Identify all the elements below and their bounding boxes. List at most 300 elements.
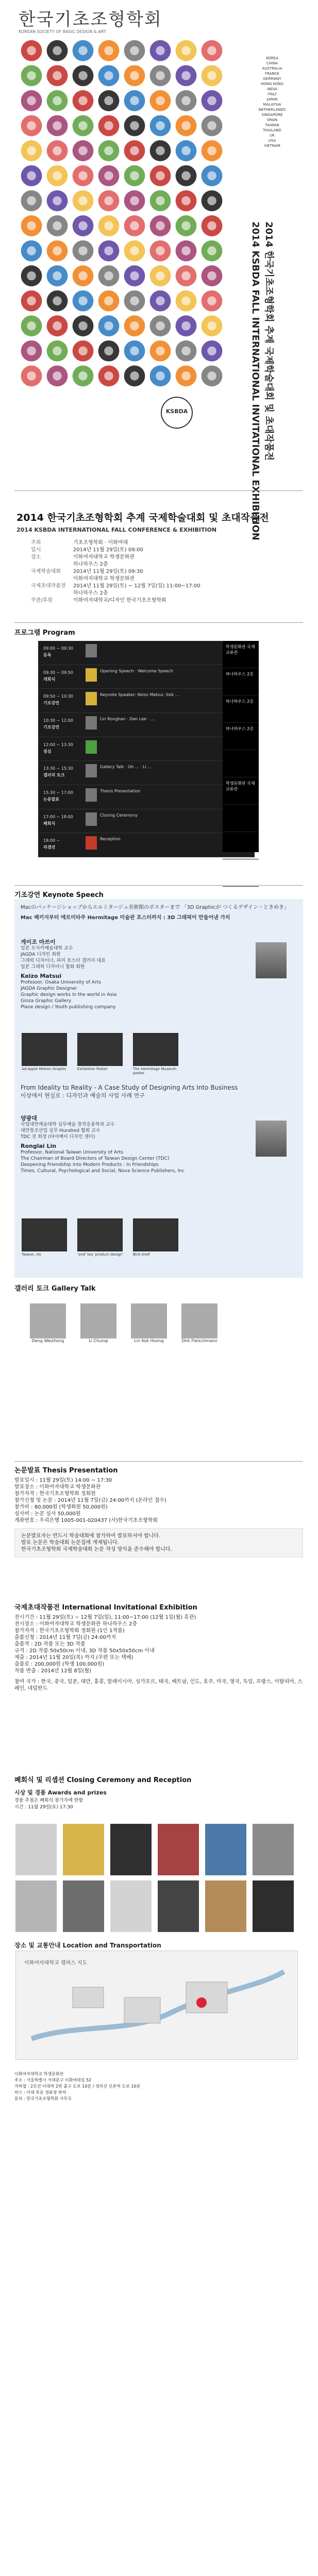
poster-dot-inner [78, 46, 87, 55]
poster-vertical-titles [240, 222, 297, 540]
poster-dot-inner [156, 246, 164, 255]
program-title: 기조강연 [43, 701, 59, 706]
info-value: 이화여자대학교 학생문화관 [73, 576, 135, 582]
speaker-1-works [22, 1033, 179, 1075]
poster-dot-inner [78, 121, 87, 130]
vertical-title-ko: 2014 한국기초조형학회 추계 국제학술대회 및 초대작품전 [263, 222, 274, 461]
poster-dot-inner [156, 222, 164, 230]
poster-pattern [19, 38, 225, 388]
poster-dot-inner [207, 321, 216, 330]
work-thumbnail [133, 1033, 178, 1066]
prize-image [205, 1824, 246, 1875]
program-desc: Thesis Presentation [100, 789, 141, 793]
work-caption: Bird shelf [133, 1252, 150, 1257]
logo-subtitle: KOREAN SOCIETY OF BASIC DESIGN & ART [19, 29, 106, 34]
poster-dot-inner [130, 296, 139, 305]
poster-dot-inner [53, 346, 61, 355]
poster-dot-inner [27, 96, 36, 105]
gallery-person-photo [30, 1303, 66, 1338]
title-en: 2014 KSBDA INTERNATIONAL FALL CONFERENCE & EXHIBITION [16, 527, 217, 533]
poster-header [19, 5, 301, 36]
thesis-notice-line: 한국기초조형학회 국제학술대회 논문 작성 양식을 준수해야 합니다. [21, 1547, 172, 1552]
program-row [38, 785, 255, 809]
poster-dot-inner [156, 171, 164, 180]
speaker-1-bio-line: JAGDA 디자인 회원 [21, 952, 61, 957]
gallery-heading: 갤러리 토크 Gallery Talk [14, 1285, 96, 1293]
map-building [73, 1987, 104, 2008]
speaker-1-bio-line: 일본 오사카예술대학 교수 [21, 946, 73, 951]
poster-dot-inner [181, 272, 190, 280]
map-label: 이화여자대학교 캠퍼스 지도 [24, 1960, 88, 1966]
country-item: HONG KONG [260, 82, 284, 86]
prize-heading: 시상 및 경품 Awards and prizes [14, 1789, 107, 1796]
program-row [38, 641, 255, 665]
thesis-line: 발표일시 : 11월 29일(토) 14:00 ~ 17:30 [14, 1478, 112, 1483]
program-row [38, 689, 255, 713]
prize-image [63, 1824, 104, 1875]
exhibition-line: 규격 : 2D 작품 50x50cm 이내, 3D 작품 50x50x50cm 이내 [14, 1648, 155, 1654]
program-desc: Reception [100, 837, 121, 842]
poster-dot-inner [181, 46, 190, 55]
exhibition-line: 제출 : 2014년 11월 20일(목) 까지 (우편 또는 택배) [14, 1655, 133, 1660]
work-caption: Taiwan, Ho [22, 1252, 41, 1257]
thesis-notice-line: 논문발표자는 반드시 학술대회에 참가하여 발표하셔야 합니다. [21, 1533, 161, 1539]
poster-dot-inner [130, 196, 139, 205]
poster-dot-inner [130, 222, 139, 230]
country-item: MALAYSIA [263, 103, 281, 107]
program-row [38, 809, 255, 834]
work-item [133, 1033, 179, 1075]
country-item: ITALY [267, 92, 277, 96]
speaker-2-name-en: Ronglai Lin [21, 1143, 57, 1149]
program-title: 기조강연 [43, 725, 59, 730]
map-building [186, 1982, 227, 2013]
program-row [38, 737, 255, 761]
program-desc: Closing Ceremony [100, 812, 138, 818]
poster-dot-inner [207, 71, 216, 80]
program-time: 13:30 ~ 15:30 [43, 766, 73, 771]
program-thumb [86, 836, 97, 850]
prize-images [15, 1824, 294, 1932]
prize-image [15, 1880, 57, 1932]
poster-dot-inner [53, 296, 61, 305]
thesis-notice-line: 발표 논문은 학술대회 논문집에 게재됩니다. [21, 1540, 119, 1546]
thesis-line: 참가비 : 80,000원 (학생회원 50,000원) [14, 1504, 108, 1510]
country-item: USA [268, 139, 276, 143]
program-time: 12:00 ~ 13:30 [43, 742, 73, 747]
program-time: 17:00 ~ 18:00 [43, 814, 73, 819]
poster-dot-inner [181, 296, 190, 305]
info-row [31, 575, 289, 583]
divider [14, 490, 303, 491]
info-key [31, 561, 73, 568]
campus-map [15, 1951, 298, 2060]
exhibition-line: 출품료 : 200,000원 (학생 100,000원) [14, 1662, 105, 1667]
contact-line: 주소 : 서울특별시 서대문구 이화여대길 52 [14, 2078, 92, 2082]
speaker-1-photo [256, 942, 287, 978]
poster-dot-inner [130, 146, 139, 155]
map-building [124, 1997, 160, 2023]
thesis-section [14, 1467, 303, 1557]
program-title: 점심 [43, 749, 52, 754]
keynote-intro-ko: Mac 패키지부터 에르미타주 Hermitage 미술관 포스터까지 : 3D 그래픽이 만들어낸 가치 [21, 915, 230, 921]
thesis-line: 참가자격 : 한국기초조형학회 정회원 [14, 1491, 96, 1497]
info-value: 하나하우스 2층 [73, 590, 108, 596]
poster-dot-inner [207, 121, 216, 130]
poster-dot-inner [78, 246, 87, 255]
program-title: 폐회식 [43, 821, 56, 826]
speaker-1-bio-en-line: Graphic design works in the world in Asia [21, 992, 117, 997]
speaker-2-bio-en [21, 1149, 289, 1174]
speaker-2-bio-en-line: The Chairman of Board Directors of Taiwan Design Center (TDC) [21, 1156, 170, 1161]
prize-image [253, 1880, 294, 1932]
poster-dot-inner [27, 222, 36, 230]
work-caption: Ad-Apple Motion Graphic [22, 1067, 66, 1071]
poster-dot-inner [130, 346, 139, 355]
info-row [31, 590, 289, 597]
info-value: 하나하우스 2층 [73, 562, 108, 567]
gallery-person [131, 1303, 167, 1343]
speaker-2-bio-line: TDC 전 회장 (타이베이 디자인 센터) [21, 1134, 95, 1140]
exhibition-details [14, 1614, 303, 1674]
poster-dot-inner [156, 371, 164, 380]
poster-dot-inner [207, 146, 216, 155]
poster-dot-inner [156, 96, 164, 105]
poster-dot-inner [207, 346, 216, 355]
poster-dot-inner [104, 222, 113, 230]
speaker-2-bio-ko [21, 1122, 289, 1140]
poster-dot-inner [53, 171, 61, 180]
poster-dot-inner [104, 171, 113, 180]
gallery-person-photo [131, 1303, 167, 1338]
program-venue: 학생문화관 국제교류관 [223, 777, 259, 805]
gallery-person-name: Lin Kok Hoong [134, 1338, 164, 1343]
program-row [38, 665, 255, 689]
poster-dot-inner [181, 346, 190, 355]
poster-dot-inner [27, 196, 36, 205]
poster-dot-inner [104, 71, 113, 80]
poster-dot-inner [207, 272, 216, 280]
program-time: 09:50 ~ 10:30 [43, 694, 73, 699]
poster-dot-inner [27, 321, 36, 330]
gallery-person [30, 1303, 66, 1343]
info-value: 2014년 11월 29일(토) 09:30 [73, 569, 143, 574]
poster-dot-inner [27, 71, 36, 80]
event-title [16, 510, 300, 533]
exhibition-heading: 국제초대작품전 International Invitational Exhibition [14, 1604, 197, 1612]
speaker-2-bio-en-line: Professor, National Taiwan University of Arts [21, 1150, 123, 1155]
program-venue [223, 805, 259, 832]
contact-line: 버스 : 이대 후문 정류장 하차 [14, 2090, 66, 2095]
poster-dot-inner [104, 196, 113, 205]
exhibition-line: 작품 반출 : 2014년 12월 8일(월) [14, 1668, 91, 1674]
poster-dot-inner [207, 196, 216, 205]
vertical-title-en: 2014 KSBDA FALL INTERNATIONAL INVITATIONAL EXHIBITION [250, 222, 261, 540]
poster-dot-inner [181, 222, 190, 230]
prize-image [110, 1880, 152, 1932]
poster-dot-inner [207, 96, 216, 105]
poster-dot-inner [27, 272, 36, 280]
info-row [31, 568, 289, 575]
program-title: 등록 [43, 653, 52, 657]
poster-dot-inner [27, 371, 36, 380]
ksbda-seal: KSBDA [161, 397, 193, 429]
info-value: 2014년 11월 29일(토) ~ 12월 7일(일) 11:00~17:00 [73, 583, 200, 589]
poster-dot-inner [104, 346, 113, 355]
country-item: NETHERLANDS [258, 108, 286, 112]
contact-line: 문의 : 한국기초조형학회 사무국 [14, 2096, 72, 2101]
poster-dot-inner [156, 46, 164, 55]
poster-dot-inner [53, 96, 61, 105]
info-key: 일시 [31, 547, 41, 553]
info-value: 이화여자대학교/디자인 한국기초조형학회 [73, 598, 166, 603]
info-row [31, 539, 289, 547]
info-value: 이화여자대학교 학생문화관 [73, 554, 135, 560]
keynote-heading: 기조강연 Keynote Speech [14, 891, 104, 899]
contact-line: 지하철 : 2호선 이대역 2번 출구 도보 10분 / 경의선 신촌역 도보 10분 [14, 2084, 141, 2089]
keynote-2-intro-en: From Ideality to Reality - A Case Study of Designing Arts Into Business [21, 1084, 238, 1091]
info-value: 기초조형학회 · 이화여대 [73, 540, 128, 546]
program-venue [223, 832, 259, 859]
prize-image [110, 1824, 152, 1875]
poster-dot-inner [130, 371, 139, 380]
info-key: 국제학술대회 [31, 569, 61, 574]
poster-dot-inner [130, 71, 139, 80]
thesis-line: 발표장소 : 이화여자대학교 학생문화관 [14, 1484, 101, 1490]
poster-dot-inner [130, 121, 139, 130]
poster-dot-inner [104, 96, 113, 105]
poster-dot-inner [156, 196, 164, 205]
poster-dot-inner [207, 222, 216, 230]
program-thumb [86, 692, 97, 705]
info-key [31, 590, 73, 597]
country-item: KOREA [266, 56, 278, 60]
country-item: INDIA [267, 87, 277, 91]
poster-dot-inner [78, 96, 87, 105]
program-desc: Keynote Speaker: Keizo Matsui, Ilsik ... [100, 692, 179, 698]
work-caption: The Hermitage Museum poster [133, 1067, 177, 1075]
contact-section [14, 2071, 303, 2102]
exhibition-line: 전시기간 : 11월 29일(토) ~ 12월 7일(일), 11:00~17:00 (12월 1일(월) 휴관) [14, 1615, 196, 1620]
poster-dot-inner [156, 321, 164, 330]
poster-dot-inner [78, 171, 87, 180]
poster-dot-inner [27, 246, 36, 255]
info-key: 국제초대작품전 [31, 583, 66, 589]
poster-dot-inner [27, 146, 36, 155]
prize-image [158, 1880, 199, 1932]
prize-image [158, 1824, 199, 1875]
info-key: 장소 [31, 554, 41, 560]
title-ko: 2014 한국기초조형학회 추계 국제학술대회 및 초대작품전 [16, 512, 269, 523]
poster-dot-inner [207, 371, 216, 380]
country-item: CHINA [266, 61, 278, 65]
program-desc: Lin Ronghan · Dan Lee · ... [100, 717, 155, 721]
country-item: TAIWAN [265, 123, 279, 127]
prize-image [63, 1880, 104, 1932]
poster-dot-inner [156, 296, 164, 305]
speaker-1-bio-en-line: JAGDA Graphic Designer [21, 986, 77, 991]
poster-dot-inner [181, 196, 190, 205]
program-title: 개회식 [43, 676, 56, 682]
poster-dot-inner [156, 272, 164, 280]
program-title: 리셉션 [43, 845, 56, 850]
poster-dot-inner [78, 146, 87, 155]
thesis-line: 계좌번호 : 우리은행 1005-001-020437 (사)한국기초조형학회 [14, 1518, 158, 1523]
poster-dot-inner [207, 296, 216, 305]
program-thumb [86, 668, 97, 682]
program-venue: 하나하우스 2층 [223, 723, 259, 750]
poster-dot-inner [104, 321, 113, 330]
poster-dot-inner [130, 46, 139, 55]
speaker-1-name-ko: 게이조 마쓰이 [21, 939, 56, 945]
poster-dot-inner [53, 71, 61, 80]
poster-dot-inner [130, 96, 139, 105]
poster-dot-inner [207, 246, 216, 255]
program-time: 15:30 ~ 17:00 [43, 790, 73, 795]
poster-dot-inner [53, 371, 61, 380]
exhibition-section [14, 1604, 303, 1692]
poster-dot-inner [53, 146, 61, 155]
location-heading: 장소 및 교통안내 Location and Transportation [14, 1942, 161, 1949]
speaker-1-bio-en-line: Professor, Osaka University of Arts [21, 980, 101, 985]
speaker-2-bio-en-line: Deepening Friendship into Modern Products : In Friendships [21, 1162, 159, 1167]
poster-dot-inner [78, 346, 87, 355]
gallery-person-name: Li Chunqi [89, 1338, 108, 1343]
speaker-1-bio-line: 일본 그래픽 디자이너 협회 회원 [21, 964, 85, 970]
country-item: VIETNAM [264, 144, 280, 148]
info-row [31, 583, 289, 590]
program-thumb [86, 788, 97, 802]
poster-dot-inner [104, 246, 113, 255]
map-drawing [16, 1951, 297, 2059]
gallery-person-name: Deng Weizhong [31, 1338, 64, 1343]
poster-dot-inner [104, 272, 113, 280]
gallery-person-photo [80, 1303, 116, 1338]
program-thumb [86, 764, 97, 777]
poster-dot-inner [53, 196, 61, 205]
speaker-2-bio-line: 대만창조산업 실무 Hundred 협회 교수 [21, 1128, 101, 1133]
logo: 한국기초조형학회 [19, 9, 162, 30]
program-title: 갤러리 토크 [43, 773, 65, 778]
divider [14, 622, 303, 623]
keynote-2-intro [21, 1084, 289, 1099]
poster-dot-inner [78, 296, 87, 305]
program-venue [223, 859, 259, 887]
speaker-2-bio-en-line: Times, Cultural, Psychological and Social, Nova Science Publishers, Inc [21, 1168, 185, 1174]
work-item [77, 1033, 124, 1075]
program-time: 09:00 ~ 09:30 [43, 646, 73, 651]
poster-dot-inner [130, 321, 139, 330]
gallery-person [80, 1303, 116, 1343]
speaker-1-name-en: Keizo Matsui [21, 973, 62, 979]
poster-dot-inner [27, 296, 36, 305]
speaker-1 [21, 939, 289, 1010]
poster-dot-inner [78, 196, 87, 205]
speaker-1-bio-en-line: Ginza Graphic Gallery [21, 998, 72, 1004]
work-item [133, 1218, 179, 1257]
speaker-2-name-ko: 양광대 [21, 1115, 37, 1122]
program-venue: 하나하우스 2층 [223, 696, 259, 723]
prize-image [253, 1824, 294, 1875]
poster-dot-inner [181, 321, 190, 330]
poster-dot-inner [53, 321, 61, 330]
speaker-1-bio-en [21, 979, 289, 1010]
closing-heading: 폐회식 및 리셉션 Closing Ceremony and Reception [14, 1776, 192, 1784]
program-thumb [86, 716, 97, 730]
map-marker [196, 1997, 207, 2008]
program-thumb [86, 644, 97, 657]
closing-section [14, 1774, 303, 1810]
program-time: 09:30 ~ 09:50 [43, 670, 73, 675]
poster-dot-inner [27, 171, 36, 180]
info-row [31, 554, 289, 561]
poster-dot-inner [181, 121, 190, 130]
program-heading: 프로그램 Program [14, 629, 75, 637]
keynote-section [14, 899, 303, 1278]
program-desc: Opening Speech · Welcome Speech [100, 668, 173, 673]
poster-dot-inner [130, 272, 139, 280]
poster-dot-inner [27, 121, 36, 130]
country-item: FRANCE [265, 72, 279, 76]
work-caption: 'and' tea 'product design' [77, 1252, 124, 1257]
program-thumb [86, 740, 97, 754]
exhibition-line: 참가자격 : 한국기초조형학회 정회원 (1인 1작품) [14, 1628, 125, 1634]
poster-dot-inner [181, 146, 190, 155]
gallery-person-name: Dirk Fleischmann [181, 1338, 217, 1343]
gallery-person [181, 1303, 217, 1343]
work-thumbnail [77, 1033, 123, 1066]
country-item: THAILAND [263, 128, 281, 132]
poster-dot-inner [78, 371, 87, 380]
thesis-heading: 논문발표 Thesis Presentation [14, 1467, 118, 1475]
poster-dot-inner [130, 246, 139, 255]
poster-dot-inner [53, 222, 61, 230]
poster-dot-inner [104, 121, 113, 130]
thesis-notice [14, 1528, 303, 1557]
country-item: SPAIN [266, 118, 278, 122]
program-venue [223, 750, 259, 777]
poster-dot-inner [104, 296, 113, 305]
program-venue: 하나하우스 2층 [223, 668, 259, 696]
keynote-intro [21, 904, 289, 922]
poster-dot-inner [104, 371, 113, 380]
poster-dot-inner [156, 146, 164, 155]
prize-image [15, 1824, 57, 1875]
divider [14, 885, 303, 886]
poster-dot-inner [156, 121, 164, 130]
country-item: AUSTRALIA [262, 66, 282, 71]
poster-dot-inner [53, 121, 61, 130]
info-value: 2014년 11월 29일(토) 09:00 [73, 547, 143, 553]
work-item [22, 1033, 68, 1075]
poster-dot-inner [104, 146, 113, 155]
thesis-line: 심사비 : 논문 심사 50,000원 [14, 1511, 81, 1517]
work-caption: Exhibition Poster [77, 1067, 108, 1071]
speaker-2 [21, 1115, 289, 1174]
thesis-details [14, 1477, 303, 1524]
work-thumbnail [22, 1033, 67, 1066]
program-row [38, 833, 255, 857]
exhibition-countries: 참여 국가 : 한국, 중국, 일본, 대만, 홍콩, 말레이시아, 싱가포르, 태국, 베트남, 인도, 호주, 미국, 영국, 독일, 프랑스, 이탈리아, 스페인, 네덜란드 [14, 1679, 303, 1691]
gallery-person-photo [181, 1303, 217, 1338]
program-thumb [86, 812, 97, 826]
thesis-line: 참가신청 및 논문 : 2014년 11월 7일(금) 24:00까지 (온라인 접수) [14, 1498, 166, 1503]
program-row [38, 761, 255, 785]
contact-line: 이화여자대학교 학생문화관 [14, 2072, 64, 2076]
poster-dot-inner [181, 246, 190, 255]
exhibition-line: 전시장소 : 이화여자대학교 학생문화관 하나하우스 2층 [14, 1621, 138, 1627]
program-venues [223, 641, 259, 852]
